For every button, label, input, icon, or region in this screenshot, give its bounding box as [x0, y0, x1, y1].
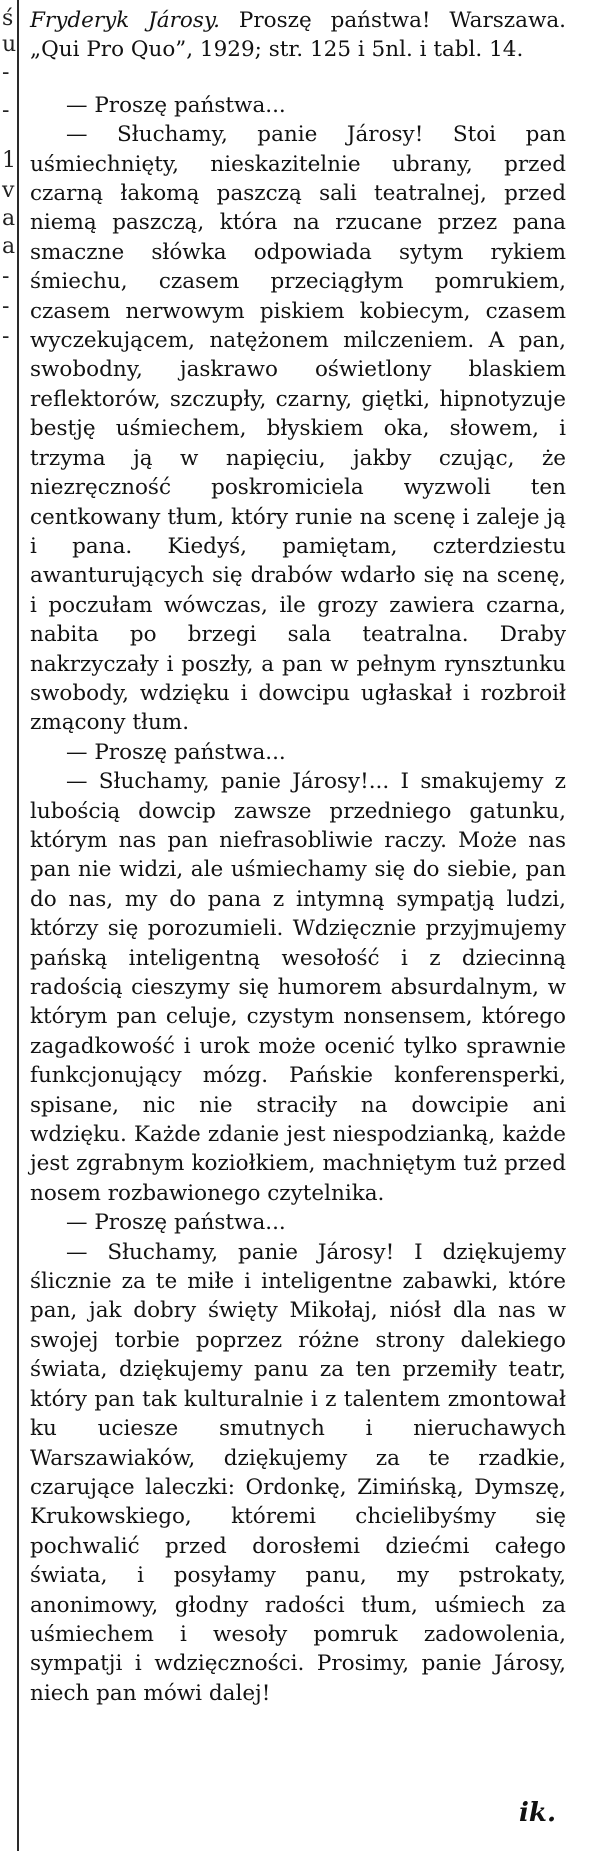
author-signature: ik. [519, 1798, 556, 1828]
paragraph: — Proszę państwa... [66, 1210, 286, 1236]
paragraph: — Słuchamy, panie Járosy! I dziękujemy ślicznie za te miłe i inteligentne zabawki, które pan, jak dobry święty Mikołaj, niósł dla nas w swojej torbie poprzez różne strony dalekiego świata, dziękujemy panu za ten przemiły teatr, który pan tak kulturalnie i z talentem zmontował ku uciesze smutnych i nieruchawych Warszawiaków, dziękujemy za te rzadkie, czarujące laleczki: Ordonkę, Zimińską, Dymszę, Krukowskiego, któremi chcielibyśmy się pochwalić przed dorosłemi dziećmi całego świata, i posyłamy panu, my pstrokaty, anonimowy, głodny radości tłum, uśmiech za uśmiechem i wesoły pomruk zadowolenia, sympatji i wdzięczności. Prosimy, panie Járosy, niech pan mówi dalej! [30, 1239, 566, 1706]
fragment-letter: ś [2, 6, 14, 31]
fragment-letter: a [2, 206, 16, 231]
fragment-letter: - [2, 98, 10, 123]
fragment-letter: v [2, 178, 15, 203]
fragment-letter: - [2, 60, 10, 85]
review-article [30, 6, 566, 1708]
fragment-letter: - [2, 264, 10, 289]
paragraph: — Proszę państwa... [66, 92, 286, 118]
fragment-letter: u [2, 32, 17, 57]
book-details: Proszę państwa! Warszawa. „Qui Pro Quo”, 1929; str. 125 i 5nl. i tabl. 14. [30, 8, 566, 63]
bibliographic-header [30, 6, 566, 65]
adjacent-column-fragments [0, 0, 16, 1851]
paragraph: — Słuchamy, panie Járosy! Stoi pan uśmiechnięty, nieskazitelnie ubrany, przed czarną łakomą paszczą sali teatralnej, przed niemą paszczą, która na rzucane przez pana smaczne słówka odpowiada sytym rykiem śmiechu, czasem przeciągłym pomrukiem, czasem nerwowym piskiem kobiecym, czasem wyczekującem, natężonem milczeniem. A pan, swobodny, jaskrawo oświetlony blaskiem reflektorów, szczupły, czarny, giętki, hipnotyzuje bestję uśmiechem, błyskiem oka, słowem, i trzyma ją w napięciu, jakby czując, że niezręczność poskromiciela wyzwoli ten centkowany tłum, który runie na scenę i zaleje ją i pana. Kiedyś, pamiętam, czterdziestu awanturujących się drabów wdarło się na scenę, i poczułam wówczas, ile grozy zawiera czarna, nabita po brzegi sala teatralna. Draby nakrzyczały i poszły, a pan w pełnym rynsztunku swobody, wdzięku i dowcipu ugłaskał i rozbroił zmącony tłum. [30, 122, 566, 736]
fragment-letter: - [2, 294, 10, 319]
fragment-letter: a [2, 234, 16, 259]
paragraph: — Proszę państwa... [66, 739, 286, 765]
paragraph: — Słuchamy, panie Járosy!... I smakujemy z lubością dowcip zawsze przedniego gatunku, którym nas pan niefrasobliwie raczy. Może nas pan nie widzi, ale uśmiechamy się do siebie, pan do nas, my do pana z intymną sympatją ludzi, którzy się porozumieli. Wdzięcznie przyjmujemy pańską inteligentną wesołość i z dziecinną radością cieszymy się humorem absurdalnym, w którym pan celuje, czystym nonsensem, którego zagadkowość i urok może ocenić tylko sprawnie funkcjonujący mózg. Pańskie konferensperki, spisane, nic nie straciły na dowcipie ani wdzięku. Każde zdanie jest niespodzianką, każde jest zgrabnym koziołkiem, machniętym tuż przed nosem rozbawionego czytelnika. [30, 769, 566, 1206]
fragment-letter: 1 [2, 148, 16, 173]
fragment-letter: - [2, 324, 10, 349]
column-divider [17, 0, 19, 1851]
author-name: Fryderyk Járosy. [30, 8, 220, 33]
